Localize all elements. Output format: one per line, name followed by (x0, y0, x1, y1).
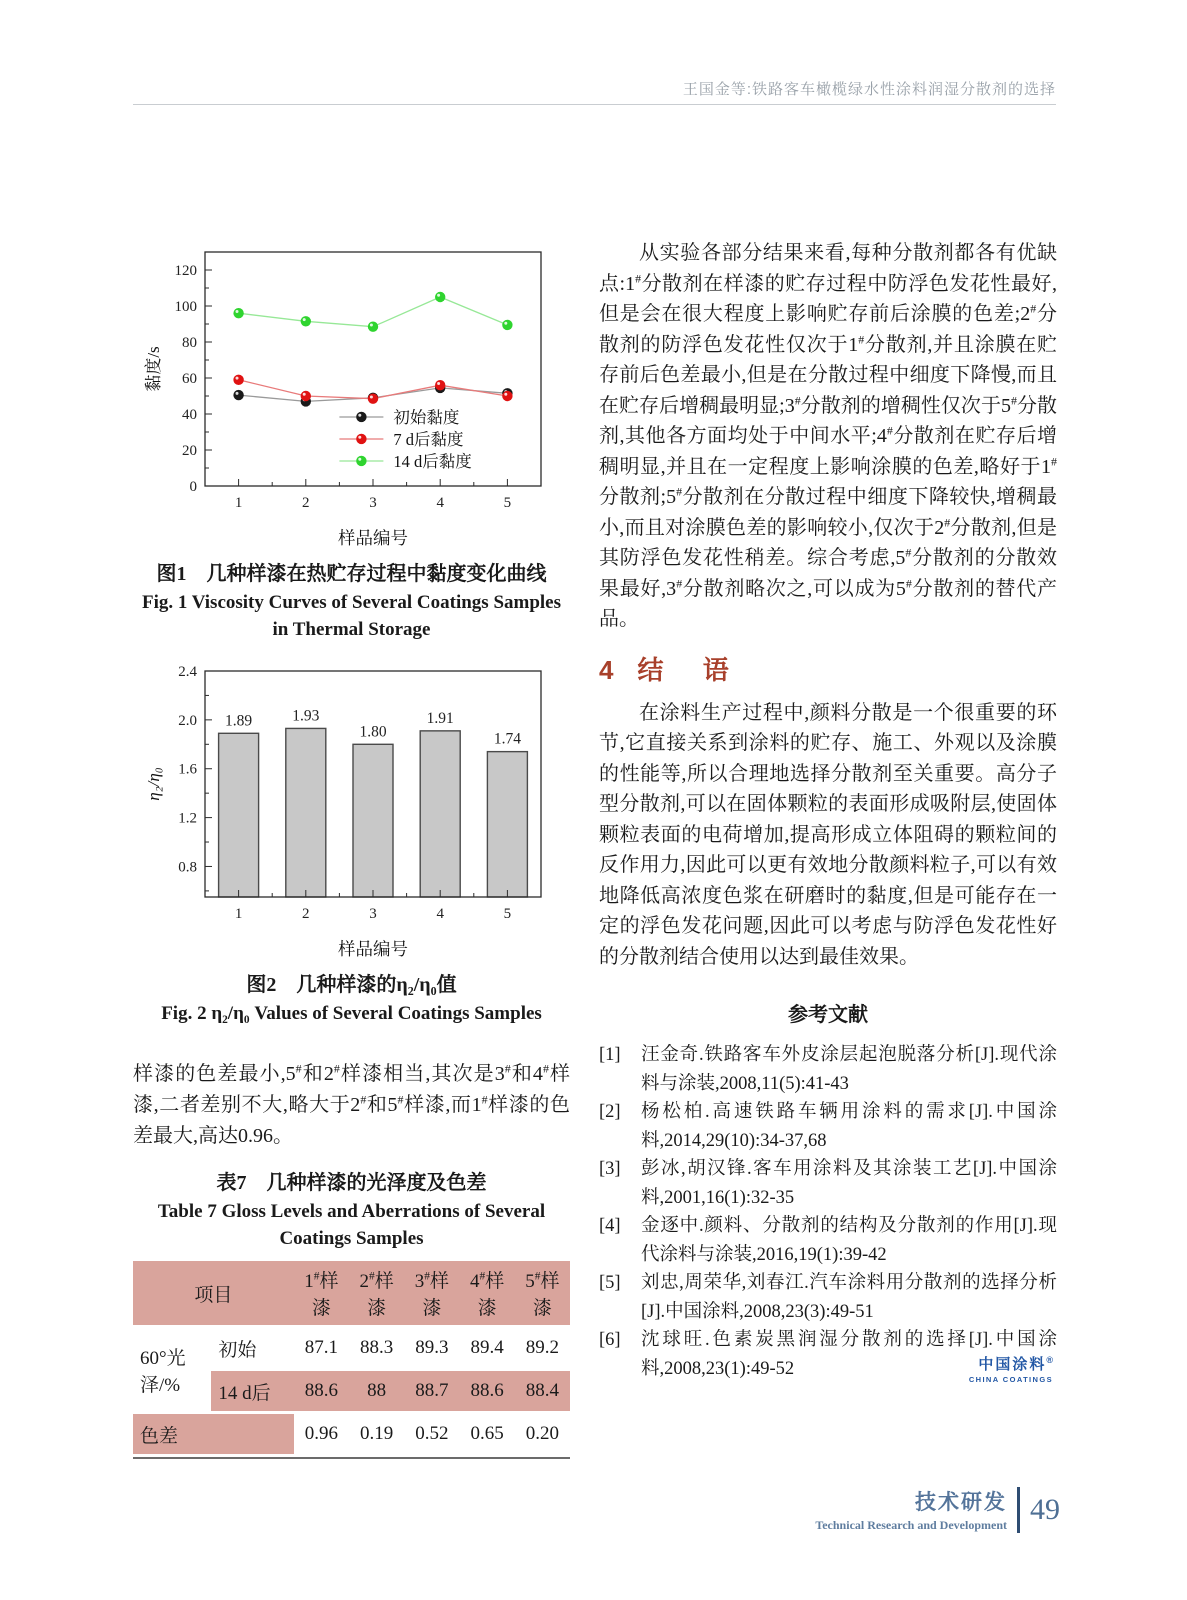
cell: 88 (349, 1371, 404, 1411)
initial-label: 初始 (218, 1339, 257, 1361)
cell: 89.3 (415, 1337, 449, 1358)
svg-text:7 d后黏度: 7 d后黏度 (393, 429, 464, 449)
svg-text:1.6: 1.6 (178, 761, 197, 778)
cell: 0.19 (359, 1423, 394, 1444)
table7-caption-en: Table 7 Gloss Levels and Aberrations of Several Coatings Samples (157, 1201, 546, 1249)
reference-item (599, 1269, 1057, 1326)
svg-text:样品编号: 样品编号 (338, 528, 408, 548)
svg-text:4: 4 (436, 906, 444, 922)
table7-header-row (133, 1261, 570, 1325)
header-divider (133, 104, 1056, 105)
svg-text:2: 2 (302, 495, 310, 511)
svg-text:5: 5 (503, 495, 512, 511)
table7 (133, 1258, 570, 1459)
footer-section (815, 1486, 1007, 1533)
svg-text:14 d后黏度: 14 d后黏度 (393, 451, 472, 471)
svg-text:2.0: 2.0 (178, 712, 197, 729)
reference-number: [1] (599, 1045, 621, 1065)
svg-text:20: 20 (182, 443, 197, 459)
svg-text:0: 0 (189, 479, 197, 495)
running-title: 王国金等:铁路客车橄榄绿水性涂料润湿分散剂的选择 (682, 81, 1056, 98)
svg-text:100: 100 (174, 299, 197, 315)
reference-text: 沈球旺.色素炭黑润湿分散剂的选择[J].中国涂料,2008,23(1):49-52 (641, 1330, 1057, 1379)
cell: 88.7 (404, 1371, 459, 1411)
cell: 0.96 (304, 1423, 338, 1444)
figure2-caption-en: Fig. 2 η₂/η₀ Values of Several Coatings Samples (161, 1003, 542, 1024)
section4-title: 结 语 (637, 654, 745, 685)
gloss-row-label: 60°光泽/% (140, 1347, 186, 1396)
svg-text:3: 3 (369, 495, 377, 511)
figure2-svg (139, 659, 555, 961)
svg-text:4: 4 (436, 495, 444, 511)
svg-text:样品编号: 样品编号 (338, 939, 408, 959)
footer-section-cn: 技术研发 (915, 1491, 1007, 1514)
figure1-line-chart (139, 238, 570, 555)
reference-number: [3] (599, 1159, 621, 1179)
footer-divider (1017, 1487, 1020, 1533)
logo-en-text: CHINA COATINGS (968, 1375, 1053, 1384)
cell: 0.52 (415, 1423, 449, 1444)
conclusion-paragraph: 在涂料生产过程中,颜料分散是一个很重要的环节,它直接关系到涂料的贮存、施工、外观以及涂膜的性能等,所以合理地选择分散剂至关重要。高分子型分散剂,可以在固体颗粒的表面形成吸附层,使固体颗粒表面的电荷增加,提高形成立体阻碍的颗粒间的反作用力,因此可以更有效地分散颜料粒子,可以有效地降低高浓度色浆在研磨时的黏度,但是可能存在一定的浮色发花问题,因此可以考虑与防浮色发花性好的分散剂结合使用以达到最佳效果。 (599, 701, 1057, 968)
table7-header-sample4: 4#样漆 (459, 1261, 514, 1325)
svg-text:η₂/η₀: η₂/η₀ (144, 767, 163, 801)
figure2-caption-cn: 图2 几种样漆的η₂/η₀值 (246, 974, 457, 996)
table7-row-aberration (133, 1414, 570, 1454)
aberration-label: 色差 (133, 1414, 294, 1454)
svg-text:5: 5 (503, 906, 512, 922)
cell: 89.2 (525, 1337, 559, 1358)
svg-text:1.89: 1.89 (225, 712, 253, 730)
reference-number: [4] (599, 1216, 621, 1236)
cell: 88.6 (294, 1371, 349, 1411)
svg-text:初始黏度: 初始黏度 (393, 407, 460, 427)
svg-text:2.4: 2.4 (178, 664, 197, 680)
section4-heading (599, 650, 1057, 687)
cell: 88.4 (515, 1371, 570, 1411)
references-heading: 参考文献 (788, 1004, 868, 1026)
reference-item (599, 1212, 1057, 1269)
cell: 87.1 (304, 1337, 338, 1358)
reference-text: 金逐中.颜料、分散剂的结构及分散剂的作用[J].现代涂料与涂装,2016,19(1):39-42 (641, 1216, 1057, 1265)
figure1-caption-en: Fig. 1 Viscosity Curves of Several Coatings Samples in Thermal Storage (141, 592, 562, 640)
svg-text:1: 1 (234, 495, 243, 511)
figure1-caption-cn: 图1 几种样漆在热贮存过程中黏度变化曲线 (156, 563, 547, 585)
svg-text:40: 40 (182, 407, 197, 423)
page-footer (815, 1486, 1060, 1533)
color-difference-paragraph: 样漆的色差最小,5#和2#样漆相当,其次是3#和4#样漆,二者差别不大,略大于2#和5#样漆,而1#样漆的色差最大,高达0.96。 (133, 1061, 571, 1147)
table7-caption-cn: 表7 几种样漆的光泽度及色差 (216, 1172, 487, 1194)
svg-text:1.2: 1.2 (178, 810, 197, 827)
svg-text:1.74: 1.74 (493, 730, 521, 748)
footer-section-en: Technical Research and Development (815, 1518, 1007, 1532)
table7-header-sample3: 3#样漆 (404, 1261, 459, 1325)
svg-text:2: 2 (302, 906, 310, 922)
reference-item (599, 1155, 1057, 1212)
registered-mark-icon: ® (1046, 1355, 1053, 1365)
reference-text: 彭冰,胡汉锋.客车用涂料及其涂装工艺[J].中国涂料,2001,16(1):32-35 (641, 1159, 1057, 1208)
table7-header-item: 项目 (133, 1261, 294, 1325)
logo-name: 中国涂料 (978, 1356, 1047, 1373)
figure2-bar-chart (139, 659, 570, 966)
svg-text:60: 60 (182, 371, 197, 387)
after14-label: 14 d后 (211, 1371, 293, 1411)
svg-text:3: 3 (369, 906, 377, 922)
svg-text:1.80: 1.80 (359, 723, 387, 741)
references-list (599, 1041, 1057, 1383)
table7-header-sample1: 1#样漆 (294, 1261, 349, 1325)
table7-header-sample5: 5#样漆 (515, 1261, 570, 1325)
reference-item (599, 1098, 1057, 1155)
svg-text:80: 80 (182, 335, 197, 351)
reference-number: [6] (599, 1330, 621, 1350)
svg-text:1.93: 1.93 (292, 707, 320, 725)
results-summary-paragraph: 从实验各部分结果来看,每种分散剂都各有优缺点:1#分散剂在样漆的贮存过程中防浮色发花性最好,但是会在很大程度上影响贮存前后涂膜的色差;2#分散剂的防浮色发花性仅次于1#分散剂,并且涂膜在贮存前后色差最小,但是在分散过程中细度下降慢,而且在贮存后增稠最明显;3#分散剂的增稠性仅次于5#分散剂,其他各方面均处于中间水平;4#分散剂在贮存后增稠明显,并且在一定程度上影响涂膜的色差,略好于1#分散剂;5#分散剂在分散过程中细度下降较快,增稠最小,而且对涂膜色差的影响较小,仅次于2#分散剂,但是其防浮色发花性稍差。综合考虑,5#分散剂的分散效果最好,3#分散剂略次之,可以成为5#分散剂的替代产品。 (599, 242, 1058, 630)
cell: 0.20 (525, 1423, 559, 1444)
section4-number: 4 (599, 654, 614, 685)
svg-text:0.8: 0.8 (178, 859, 197, 876)
reference-text: 杨松柏.高速铁路车辆用涂料的需求[J].中国涂料,2014,29(10):34-37,68 (641, 1102, 1057, 1151)
reference-number: [5] (599, 1273, 621, 1293)
reference-text: 刘忠,周荣华,刘春江.汽车涂料用分散剂的选择分析[J].中国涂料,2008,23(3):49-51 (641, 1273, 1057, 1322)
svg-text:120: 120 (174, 263, 197, 279)
cell: 0.65 (470, 1423, 504, 1444)
svg-text:黏度/s: 黏度/s (144, 346, 163, 392)
left-column (133, 238, 570, 1459)
reference-text: 汪金奇.铁路客车外皮涂层起泡脱落分析[J].现代涂料与涂装,2008,11(5):41-43 (641, 1045, 1057, 1094)
table7-row-initial (133, 1328, 570, 1368)
right-column (599, 238, 1057, 1384)
figure1-svg (139, 238, 555, 550)
page-number: 49 (1030, 1492, 1060, 1526)
cell: 88.3 (359, 1337, 394, 1358)
svg-text:1.91: 1.91 (426, 709, 454, 727)
svg-text:1: 1 (234, 906, 243, 922)
running-header (133, 78, 1056, 99)
table7-header-sample2: 2#样漆 (349, 1261, 404, 1325)
cell: 89.4 (470, 1337, 504, 1358)
reference-number: [2] (599, 1102, 621, 1122)
cell: 88.6 (459, 1371, 514, 1411)
reference-item (599, 1041, 1057, 1098)
